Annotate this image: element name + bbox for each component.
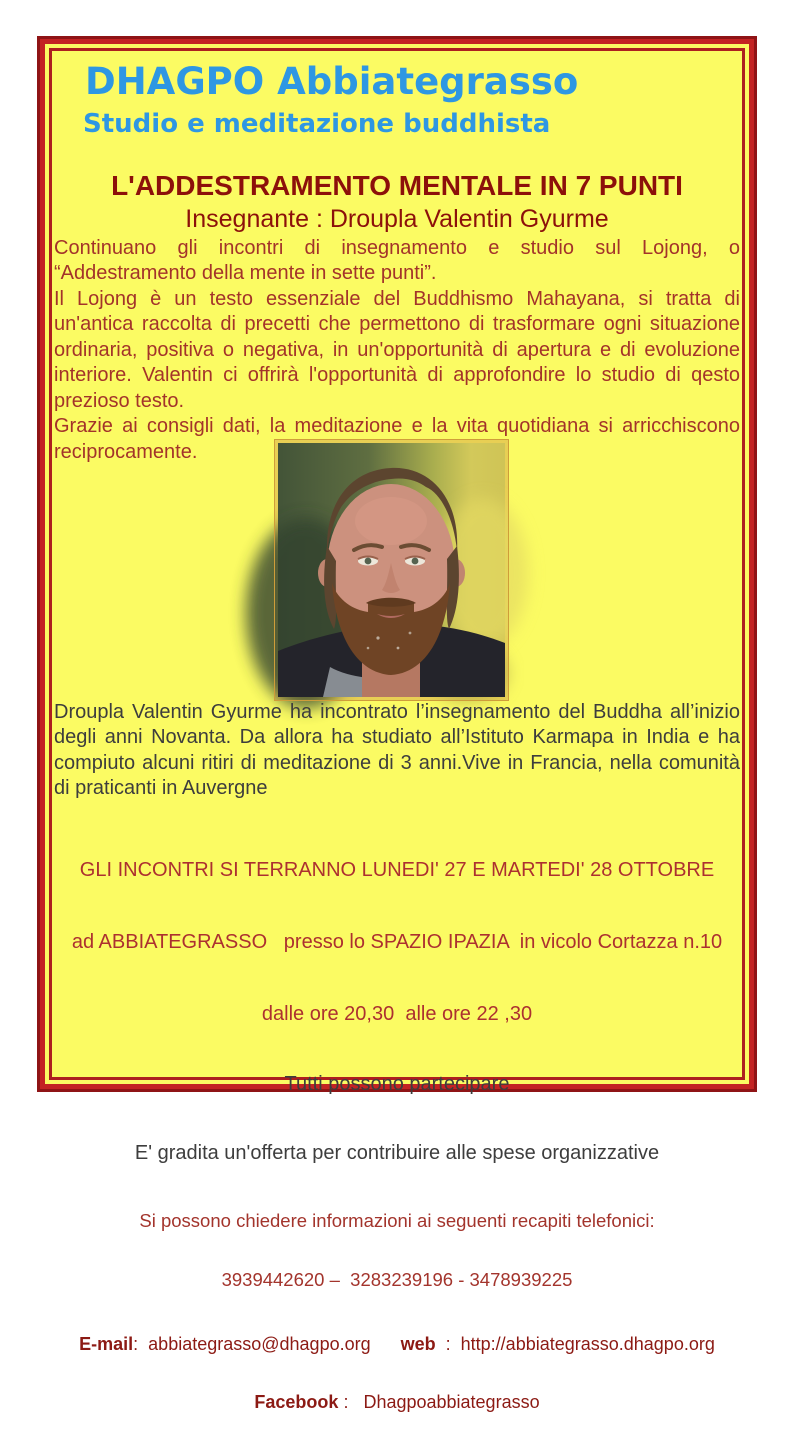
offering-line: E' gradita un'offerta per contribuire alle spese organizzative [134, 1141, 660, 1164]
benefits-paragraph [54, 414, 740, 700]
email-colon: : [133, 1333, 149, 1354]
facebook-handle: Dhagpoabbiategrasso [363, 1391, 540, 1412]
flyer-border [37, 36, 757, 1412]
info-line: Si possono chiedere informazioni ai seguenti recapiti telefonici: [139, 1209, 655, 1231]
dates-line: GLI INCONTRI SI TERRANNO LUNEDI' 27 E MARTEDI' 28 OTTOBRE [79, 858, 715, 881]
contact-gap [371, 1334, 401, 1354]
benefits-text: Grazie ai consigli dati, la meditazione e la vita quotidiana si arricchiscono reciprocamente. [54, 415, 740, 463]
web-url: http://abbiategrasso.dhagpo.org [460, 1333, 715, 1354]
intro-paragraph: Continuano gli incontri di insegnamento e studio sul Lojong, o “Addestramento della mente in sette punti”. [54, 236, 740, 285]
event-teacher-line: Insegnante : Droupla Valentin Gyurme [185, 205, 609, 234]
bio-paragraph: Droupla Valentin Gyurme ha incontrato l’insegnamento del Buddha all’inizio degli anni Novanta. Da allora ha studiato all’Istituto Karmapa in India e ha compiuto alcuni ritiri di meditazione di 3 anni.Vive in Francia, nella comunità di praticanti in Auvergne [54, 700, 740, 800]
flyer-content [49, 48, 745, 1412]
phone-numbers: 3939442620 – 3283239196 - 3478939225 [221, 1268, 573, 1290]
participation-line: Tutti possono partecipare [284, 1072, 510, 1095]
org-title: DHAGPO Abbiategrasso [85, 60, 579, 103]
facebook-label: Facebook [254, 1391, 339, 1412]
web-label: web [400, 1333, 436, 1354]
time-line: dalle ore 20,30 alle ore 22 ,30 [261, 1002, 533, 1025]
flyer-border-gap [45, 44, 749, 1412]
flyer-border-mid [40, 39, 754, 1412]
lojong-paragraph: Il Lojong è un testo essenziale del Buddhismo Mahayana, si tratta di un'antica raccolta di precetti che permettono di trasformare ogni situazione ordinaria, positiva o negativa, in un'opportunità di apertura e di evoluzione interiore. Valentin ci offrirà l'opportunità di approfondire lo studio di qesto prezioso testo. [54, 287, 740, 412]
facebook-colon: : [338, 1391, 364, 1412]
event-details [54, 802, 740, 1449]
web-colon: : [435, 1333, 461, 1354]
org-subtitle: Studio e meditazione buddhista [83, 108, 551, 139]
portrait-illustration [278, 443, 505, 697]
teacher-photo [275, 440, 508, 700]
email-address: abbiategrasso@dhagpo.org [148, 1333, 371, 1354]
email-label: E-mail [79, 1333, 134, 1354]
contact-line [54, 1334, 740, 1355]
location-line: ad ABBIATEGRASSO presso lo SPAZIO IPAZIA in vicolo Cortazza n.10 [71, 930, 723, 953]
event-title: L'ADDESTRAMENTO MENTALE IN 7 PUNTI [111, 170, 683, 202]
facebook-line [54, 1392, 740, 1413]
